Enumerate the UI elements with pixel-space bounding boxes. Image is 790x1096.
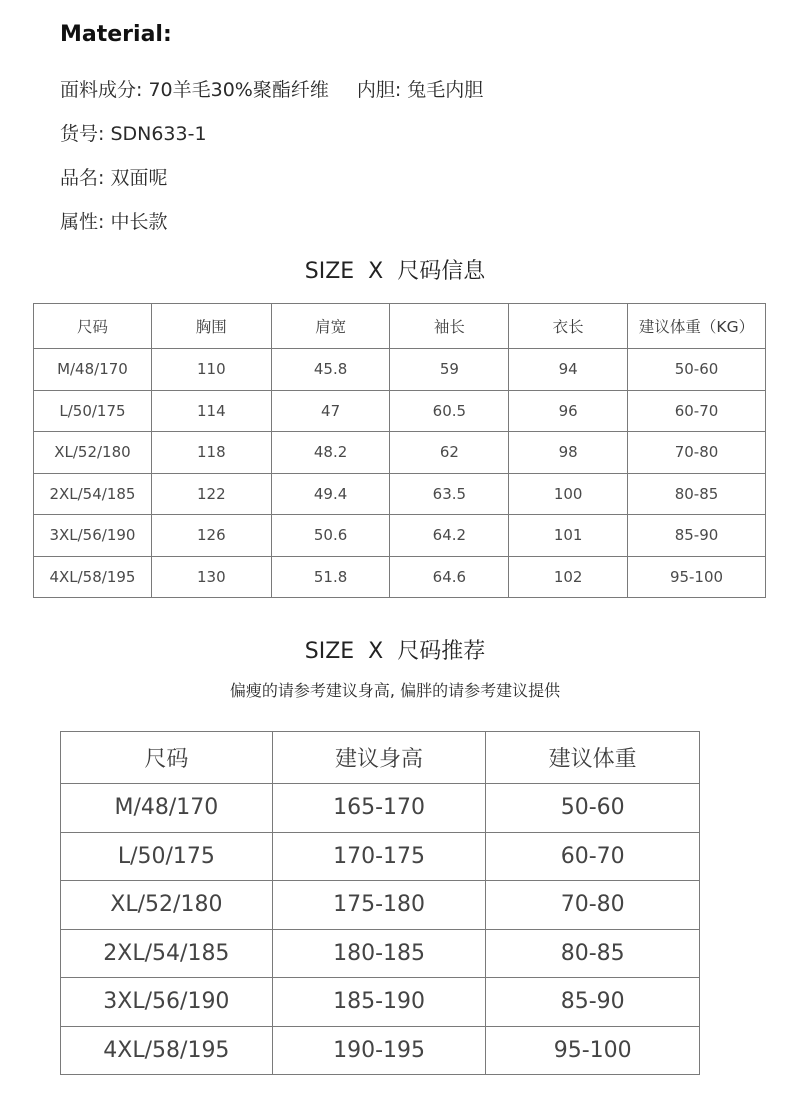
product-name: 品名: 双面呢 (60, 167, 168, 189)
column-header: 肩宽 (271, 304, 390, 349)
table-row (34, 432, 766, 474)
table-row (61, 784, 700, 833)
size-recommend-table (60, 731, 700, 1075)
fabric-composition: 面料成分: 70羊毛30%聚酯纤维 (60, 79, 329, 101)
size-info-title (0, 254, 790, 285)
composition-line (60, 75, 483, 102)
size-recommend-title-left: SIZE (304, 639, 355, 664)
table-cell: 4XL/58/195 (61, 1026, 273, 1075)
table-cell: 50-60 (486, 784, 700, 833)
table-cell: 110 (151, 349, 271, 391)
table-row (34, 473, 766, 515)
table-cell: 80-85 (486, 929, 700, 978)
table-cell: M/48/170 (61, 784, 273, 833)
table-cell: 98 (509, 432, 628, 474)
table-cell: 70-80 (486, 881, 700, 930)
table-cell: 175-180 (272, 881, 486, 930)
size-info-title-right: 尺码信息 (397, 259, 486, 284)
table-cell: 95-100 (486, 1026, 700, 1075)
table-cell: 130 (151, 556, 271, 598)
table-cell: 3XL/56/190 (61, 978, 273, 1027)
table-cell: L/50/175 (61, 832, 273, 881)
table-cell: 96 (509, 390, 628, 432)
table-cell: 64.6 (390, 556, 509, 598)
table-cell: XL/52/180 (34, 432, 152, 474)
table-cell: 60-70 (486, 832, 700, 881)
table-cell: 170-175 (272, 832, 486, 881)
table-row (61, 978, 700, 1027)
material-heading: Material: (60, 22, 172, 47)
table-cell: 64.2 (390, 515, 509, 557)
column-header: 袖长 (390, 304, 509, 349)
table-row (61, 881, 700, 930)
table-cell: 2XL/54/185 (34, 473, 152, 515)
table-cell: 49.4 (271, 473, 390, 515)
size-recommend-note: 偏瘦的请参考建议身高, 偏胖的请参考建议提供 (229, 681, 561, 700)
table-cell: 48.2 (271, 432, 390, 474)
table-cell: XL/52/180 (61, 881, 273, 930)
table-cell: 95-100 (628, 556, 766, 598)
size-recommend-title-x: X (368, 639, 384, 664)
table-cell: 59 (390, 349, 509, 391)
table-cell: 118 (151, 432, 271, 474)
size-info-title-left: SIZE (304, 259, 355, 284)
table-row (34, 390, 766, 432)
table-row (61, 832, 700, 881)
column-header: 衣长 (509, 304, 628, 349)
table-cell: 60.5 (390, 390, 509, 432)
table-cell: 101 (509, 515, 628, 557)
table-header-row (61, 732, 700, 784)
column-header: 尺码 (61, 732, 273, 784)
table-cell: M/48/170 (34, 349, 152, 391)
column-header: 建议体重（KG） (628, 304, 766, 349)
table-cell: 180-185 (272, 929, 486, 978)
column-header: 尺码 (34, 304, 152, 349)
column-header: 建议体重 (486, 732, 700, 784)
table-cell: 185-190 (272, 978, 486, 1027)
table-cell: 102 (509, 556, 628, 598)
column-header: 建议身高 (272, 732, 486, 784)
table-cell: 165-170 (272, 784, 486, 833)
table-cell: 60-70 (628, 390, 766, 432)
item-number: 货号: SDN633-1 (60, 123, 207, 145)
table-cell: 190-195 (272, 1026, 486, 1075)
table-cell: 47 (271, 390, 390, 432)
table-cell: 70-80 (628, 432, 766, 474)
size-info-title-x: X (368, 259, 384, 284)
table-cell: 50.6 (271, 515, 390, 557)
table-cell: 94 (509, 349, 628, 391)
table-cell: 85-90 (628, 515, 766, 557)
table-cell: 3XL/56/190 (34, 515, 152, 557)
table-cell: 100 (509, 473, 628, 515)
size-info-table (33, 303, 766, 598)
table-cell: 114 (151, 390, 271, 432)
table-cell: 126 (151, 515, 271, 557)
table-cell: 50-60 (628, 349, 766, 391)
table-header-row (34, 304, 766, 349)
table-row (34, 515, 766, 557)
table-row (61, 1026, 700, 1075)
table-cell: 62 (390, 432, 509, 474)
table-row (34, 349, 766, 391)
table-cell: 45.8 (271, 349, 390, 391)
size-recommend-title (0, 634, 790, 665)
product-attribute: 属性: 中长款 (60, 211, 168, 233)
column-header: 胸围 (151, 304, 271, 349)
table-row (34, 556, 766, 598)
table-cell: 51.8 (271, 556, 390, 598)
table-cell: 80-85 (628, 473, 766, 515)
table-cell: 63.5 (390, 473, 509, 515)
lining-info: 内胆: 兔毛内胆 (356, 79, 484, 101)
table-cell: 4XL/58/195 (34, 556, 152, 598)
table-cell: 2XL/54/185 (61, 929, 273, 978)
size-recommend-title-right: 尺码推荐 (397, 639, 486, 664)
table-cell: 122 (151, 473, 271, 515)
table-row (61, 929, 700, 978)
table-cell: L/50/175 (34, 390, 152, 432)
table-cell: 85-90 (486, 978, 700, 1027)
